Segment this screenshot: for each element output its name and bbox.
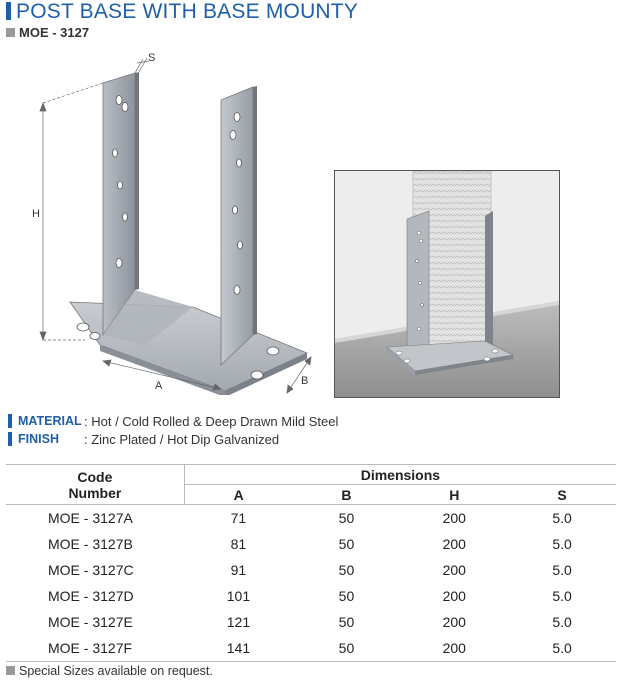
dimension-b-label: B — [301, 375, 309, 387]
column-header-b: B — [341, 486, 352, 503]
installation-illustration — [334, 170, 560, 398]
model-number-text: MOE - 3127 — [19, 25, 90, 40]
model-number — [6, 25, 89, 40]
a-cell: 101 — [226, 588, 251, 604]
spec-label: FINISH — [18, 432, 59, 446]
code-cell: MOE - 3127E — [48, 614, 133, 630]
a-cell: 81 — [230, 536, 247, 552]
spec-value: : Hot / Cold Rolled & Deep Drawn Mild Steel — [84, 413, 339, 429]
page-title — [6, 0, 358, 24]
h-cell: 200 — [442, 640, 466, 656]
dimension-a-label: A — [155, 380, 163, 392]
s-cell: 5.0 — [552, 510, 572, 526]
code-cell: MOE - 3127B — [48, 536, 133, 552]
b-cell: 50 — [338, 640, 355, 656]
a-cell: 121 — [226, 614, 251, 630]
left-vertical-plate — [103, 72, 193, 345]
code-cell: MOE - 3127A — [48, 510, 133, 526]
installation-scene — [335, 171, 559, 397]
code-header-line2: Number — [68, 484, 122, 501]
s-cell: 5.0 — [552, 614, 572, 630]
table-row — [6, 505, 616, 532]
dimension-h — [40, 83, 103, 340]
column-header-s: S — [557, 486, 567, 503]
b-cell: 50 — [338, 614, 355, 630]
table-row — [6, 635, 616, 662]
h-cell: 200 — [442, 510, 466, 526]
spec-row-finish — [8, 430, 338, 448]
h-cell: 200 — [442, 562, 466, 578]
code-cell: MOE - 3127F — [48, 640, 133, 656]
dimensions-header: Dimensions — [184, 465, 616, 485]
dimension-s-label: S — [148, 52, 156, 64]
specifications — [8, 412, 338, 448]
s-cell: 5.0 — [552, 588, 572, 604]
s-cell: 5.0 — [552, 536, 572, 552]
h-cell: 200 — [442, 614, 466, 630]
bullet-square-icon — [6, 666, 15, 675]
title-text: POST BASE WITH BASE MOUNTY — [16, 0, 359, 23]
dimension-s — [135, 58, 149, 73]
table-row — [6, 557, 616, 583]
b-cell: 50 — [338, 588, 355, 604]
table-row — [6, 609, 616, 635]
a-cell: 141 — [226, 640, 251, 656]
bullet-square-icon — [6, 28, 15, 37]
spec-accent-bar — [8, 414, 12, 428]
technical-drawing — [25, 45, 325, 395]
b-cell: 50 — [338, 562, 355, 578]
column-header-h: H — [449, 486, 460, 503]
h-cell: 200 — [442, 588, 466, 604]
a-cell: 91 — [230, 562, 247, 578]
footnote-text: Special Sizes available on request. — [19, 664, 213, 678]
table-row — [6, 531, 616, 557]
column-header-a: A — [184, 485, 292, 505]
code-cell: MOE - 3127D — [48, 588, 134, 604]
footnote — [6, 664, 213, 678]
h-cell: 200 — [442, 536, 466, 552]
spec-value: : Zinc Plated / Hot Dip Galvanized — [84, 431, 280, 447]
spec-row-material — [8, 412, 338, 430]
dimensions-table — [6, 464, 616, 662]
right-vertical-plate — [221, 86, 257, 365]
s-cell: 5.0 — [552, 562, 572, 578]
code-header-line1: Code — [77, 468, 113, 485]
title-accent-bar — [6, 2, 11, 20]
dimension-h-label: H — [32, 208, 40, 220]
b-cell: 50 — [338, 510, 355, 526]
code-cell: MOE - 3127C — [48, 562, 134, 578]
spec-accent-bar — [8, 432, 12, 446]
s-cell: 5.0 — [552, 640, 572, 656]
b-cell: 50 — [338, 536, 355, 552]
code-number-header — [6, 465, 184, 505]
spec-label: MATERIAL — [18, 414, 82, 428]
a-cell: 71 — [230, 510, 247, 526]
table-row — [6, 583, 616, 609]
